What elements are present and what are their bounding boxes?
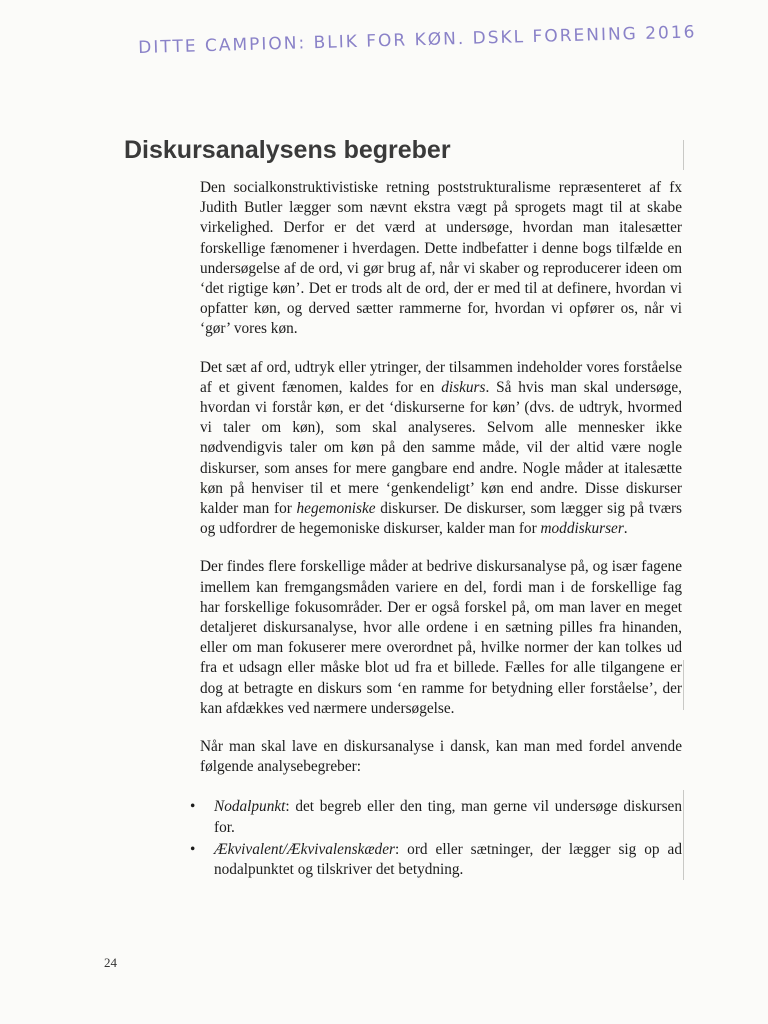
list-item <box>200 797 682 837</box>
term-label: Ækvivalent/Ækvivalenskæder <box>214 840 395 858</box>
term-definition: : ord eller sætninger, der lægger sig op ad nodalpunktet og tilskriver det betydning. <box>214 840 682 879</box>
scan-edge-line <box>683 140 684 170</box>
scan-edge-line <box>683 790 684 880</box>
term-definition: : det begreb eller den ting, man gerne vil undersøge diskursen for. <box>214 798 682 836</box>
term-moddiskurser: moddiskurser <box>540 520 624 538</box>
paragraph-1: Den socialkonstruktivistiske retning poststrukturalisme repræsenteret af fx Judith Butler lægger som nævnt ekstra vægt på sprogets magt til at skabe virkelighed. Derfor er det værd at undersøge, hvordan man italesætter forskellige fænomener i hverdagen. Dette indbefatter i denne bogs tilfælde en undersøgelse af de ord, vi gør brug af, når vi skaber og reproducerer ideen om ‘det rigtige køn’. Det er trods alt de ord, der er med til at definere, hvordan vi opfatter køn, og derved sætter rammerne for, hvordan vi opfører os, når vi ‘gør’ vores køn. <box>200 179 682 338</box>
handwritten-annotation: DITTE CAMPION: BLIK FOR KØN. DSKL FORENING 2016 <box>138 22 697 58</box>
paragraph-2-text: diskurser. De diskurser, som lægger sig på tværs og udfordrer de hegemoniske diskurser, kalder man for <box>200 500 682 538</box>
term-diskurs: diskurs <box>441 378 486 396</box>
term-label: Nodalpunkt <box>214 798 286 816</box>
analysis-terms-list <box>200 797 682 880</box>
scan-edge-line <box>683 660 684 710</box>
term-hegemoniske: hegemoniske <box>296 500 376 518</box>
body-text <box>200 178 682 882</box>
paragraph-2 <box>200 358 682 540</box>
list-item <box>200 840 682 880</box>
paragraph-2-text: Det sæt af ord, udtryk eller ytringer, der tilsammen indeholder vores forståelse af et givent fænomen, kaldes for en <box>200 358 682 396</box>
paragraph-2-text: . Så hvis man skal undersøge, hvordan vi forstår køn, er det ‘diskurserne for køn’ (dvs. de udtryk, hvormed vi taler om køn), som skal analyseres. Selvom alle mennesker ikke nødvendigvis taler om køn på den samme måde, vil der altid være nogle diskurser, som anses for mere gangbare end andre. Nogle måder at italesætte køn på henviser til et mere ‘genkendeligt’ køn end andre. Disse diskurser kalder man for <box>200 378 682 518</box>
paragraph-2-text: . <box>623 520 628 538</box>
paragraph-4: Når man skal lave en diskursanalyse i dansk, kan man med fordel anvende følgende analysebegreber: <box>200 738 682 776</box>
paragraph-3: Der findes flere forskellige måder at bedrive diskursanalyse på, og især fagene imellem kan fremgangsmåden variere en del, fordi man i de forskellige fag har forskellige fokusområder. Der er også forskel på, om man laver en meget detaljeret diskursanalyse, hvor alle ordene i en sætning pilles fra hinanden, eller om man fokuserer mere overordnet på, hvilke normer der kan tolkes ud fra et udsagn eller måske blot ud fra et billede. Fælles for alle tilgangene er dog at betragte en diskurs som ‘en ramme for betydning eller forståelse’, der kan afdækkes ved nærmere undersøgelse. <box>200 558 682 717</box>
page-number: 24 <box>104 955 117 970</box>
section-heading: Diskursanalysens begreber <box>124 136 451 164</box>
